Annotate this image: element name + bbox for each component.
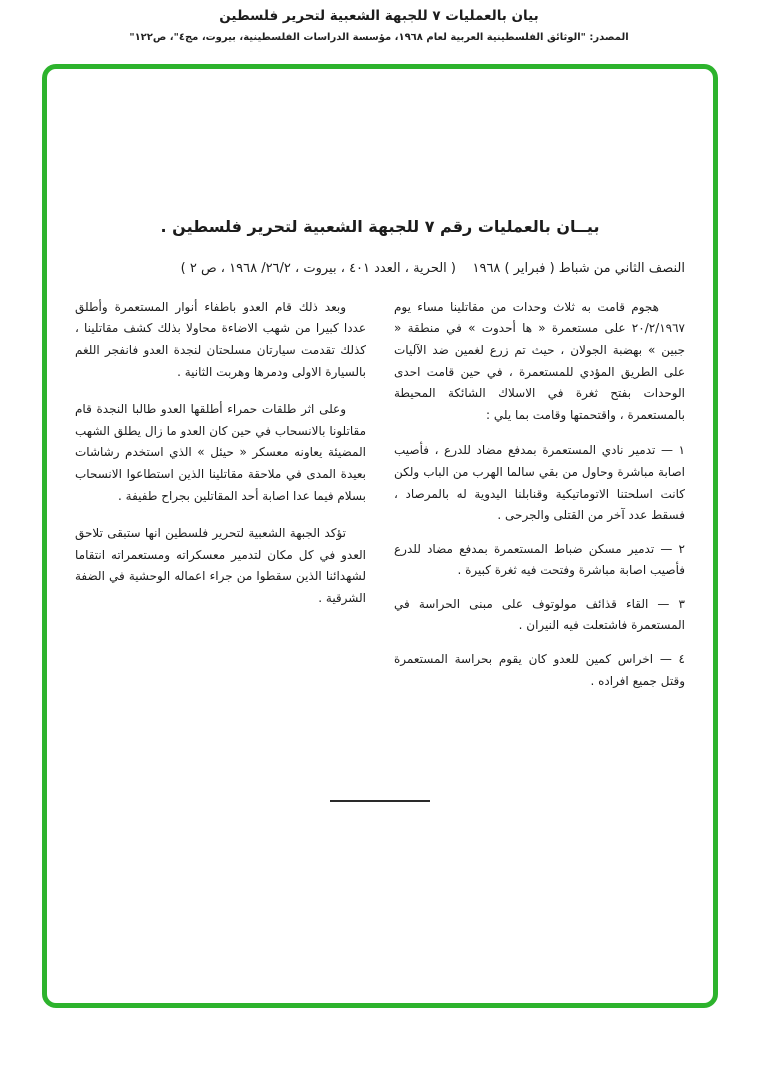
paragraph: ٢ — تدمير مسكن ضباط المستعمرة بمدفع مضاد للدرع فأصيب اصابة مباشرة وفتحت فيه ثغرة كبيرة .: [394, 541, 685, 578]
paragraph: هجوم قامت به ثلاث وحدات من مقاتلينا مساء يوم ٢٠/٢/١٩٦٧ على مستعمرة « ها أحدوت » في منطقة « جبين » بهضبة الجولان ، حيث تم زرع لغمين ضد الآليات على الطريق المؤدي للمستعمرة ، في حين قامت احدى الوحدات بفتح ثغرة في الاسلاك الشائكة المحيطة بالمستعمرة ، واقتحمتها وقامت بما يلي :: [394, 299, 685, 422]
paragraph: ١ — تدمير نادي المستعمرة بمدفع مضاد للدرع ، فأصيب اصابة مباشرة وحاول من بقي سالما الهرب من الباب ولكن كانت اسلحتنا الاتوماتيكية وقنابلنا اليدوية له بالمرصاد ، فسقط عدد آخر من القتلى والجرحى .: [394, 443, 685, 523]
document-subtitle: [75, 258, 685, 281]
document-body: [75, 297, 685, 705]
paragraph: وعلى اثر طلقات حمراء أطلقها العدو طالبا النجدة قام مقاتلونا بالانسحاب في حين كان العدو ما زال يطلق الشهب المضيئة يعاونه معسكر « حيئل » الذي استخدم رشاشات بعيدة المدى في ملاحقة مقاتلينا الذين استطاعوا الانسحاب بسلام فيما عدا اصابة أحد المقاتلين بجراح طفيفة .: [75, 402, 366, 503]
paragraph: ٤ — اخراس كمين للعدو كان يقوم بحراسة المستعمرة وقتل جميع افراده .: [394, 652, 685, 688]
document-frame: [42, 64, 718, 1008]
document-title: بيــان بالعمليات رقم ٧ للجبهة الشعبية لتحرير فلسطين .: [160, 217, 600, 236]
document-scan: [47, 217, 713, 802]
column-left: [75, 297, 366, 705]
paragraph: ٣ — القاء قذائف مولوتوف على مبنى الحراسة في المستعمرة فاشتعلت فيه النيران .: [394, 596, 685, 633]
paragraph: وبعد ذلك قام العدو باطفاء أنوار المستعمرة وأطلق عددا كبيرا من شهب الاضاءة محاولا بذلك كشف مقاتلينا ، كذلك تقدمت سيارتان مسلحتان لنجدة العدو فانفجر اللغم بالسيارة الاولى ودمرها وهربت الثانية .: [75, 299, 366, 379]
header: [0, 0, 758, 43]
subtitle-citation: ( الحرية ، العدد ٤٠١ ، بيروت ، ٢٦/٢/ ١٩٦٨ ، ص ٢ ): [180, 261, 456, 276]
source-line: المصدر: "الوثائق الفلسطينية العربية لعام ١٩٦٨، مؤسسة الدراسات الفلسطينية، بيروت، مج٤"، ص١٢٢": [129, 32, 629, 43]
paragraph: تؤكد الجبهة الشعبية لتحرير فلسطين انها ستبقى تلاحق العدو في كل مكان لتدمير معسكراته ومستعمراته انتقاما لشهدائنا الذين سقطوا من جراء اعماله الوحشية في الضفة الشرقية .: [75, 526, 366, 605]
separator-line: [330, 800, 430, 802]
page-title: بيان بالعمليات ٧ للجبهة الشعبية لتحرير فلسطين: [219, 8, 539, 24]
subtitle-date: النصف الثاني من شباط ( فبراير ) ١٩٦٨: [472, 261, 685, 276]
column-right: [394, 297, 685, 705]
